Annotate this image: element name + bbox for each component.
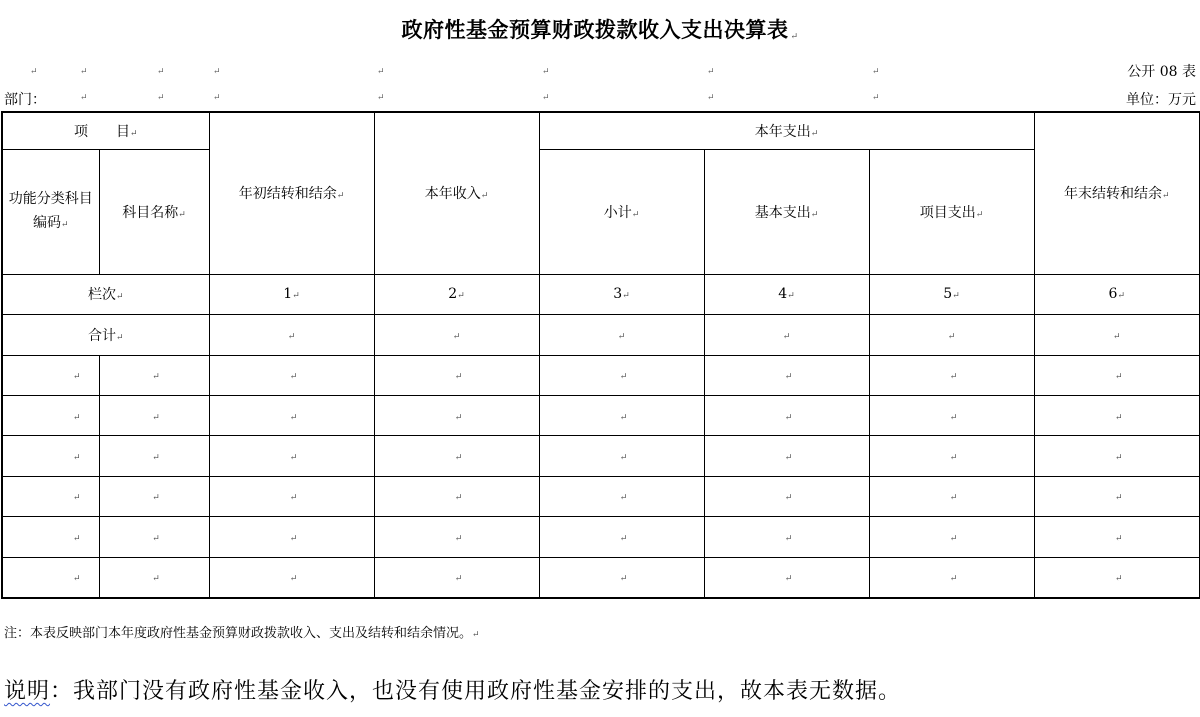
index-cell: 3↵ [539, 274, 704, 314]
paragraph-mark: ↵ [72, 453, 81, 464]
paragraph-mark: ↵ [872, 93, 880, 103]
explanation [4, 674, 901, 705]
table-cell [209, 517, 374, 557]
table-cell [869, 395, 1034, 435]
paragraph-mark: ↵ [289, 493, 298, 504]
header-subject-name: 科目名称↵ [99, 150, 209, 274]
paragraph-mark: ↵ [454, 574, 463, 585]
index-row [2, 274, 1200, 314]
paragraph-mark: ↵ [784, 453, 793, 464]
table-row [2, 436, 1200, 476]
total-cell: ↵ [869, 315, 1034, 355]
table-cell [869, 476, 1034, 516]
header-subtotal: 小计↵ [539, 150, 704, 274]
budget-table [1, 111, 1200, 599]
table-cell [869, 355, 1034, 395]
header-row-1 [2, 112, 1200, 150]
paragraph-mark: ↵ [619, 493, 628, 504]
header-basic-expense: 基本支出↵ [704, 150, 869, 274]
paragraph-mark: ↵ [289, 372, 298, 383]
paragraph-mark: ↵ [1114, 574, 1123, 585]
table-cell [704, 517, 869, 557]
table-cell [99, 557, 209, 598]
paragraph-mark: ↵ [157, 93, 165, 103]
paragraph-mark: ↵ [949, 574, 958, 585]
table-cell [209, 476, 374, 516]
paragraph-mark: ↵ [784, 412, 793, 423]
table-cell [539, 557, 704, 598]
paragraph-mark: ↵ [152, 372, 160, 383]
paragraph-mark: ↵ [454, 372, 463, 383]
total-cell: ↵ [704, 315, 869, 355]
table-cell [869, 517, 1034, 557]
table-cell [99, 355, 209, 395]
paragraph-mark: ↵ [454, 493, 463, 504]
paragraph-mark: ↵ [949, 493, 958, 504]
table-cell [2, 476, 99, 516]
table-cell [99, 517, 209, 557]
table-cell [1034, 476, 1200, 516]
paragraph-mark: ↵ [784, 533, 793, 544]
paragraph-mark: ↵ [784, 372, 793, 383]
unit-label: 单位：万元 [1126, 92, 1196, 108]
table-cell [374, 557, 539, 598]
table-cell [209, 395, 374, 435]
table-cell [99, 476, 209, 516]
paragraph-mark: ↵ [289, 412, 298, 423]
paragraph-mark: ↵ [152, 493, 160, 504]
title-text: 政府性基金预算财政拨款收入支出决算表 [401, 17, 789, 42]
paragraph-mark: ↵ [30, 67, 38, 77]
paragraph-mark: ↵ [949, 533, 958, 544]
paragraph-mark: ↵ [542, 67, 550, 77]
form-number: 公开 08 表 [1127, 64, 1196, 80]
paragraph-mark: ↵ [157, 67, 165, 77]
header-end-balance: 年末结转和结余↵ [1034, 112, 1200, 274]
table-row [2, 517, 1200, 557]
table-cell [2, 557, 99, 598]
paragraph-mark: ↵ [72, 493, 81, 504]
table-cell [374, 517, 539, 557]
table-cell [869, 557, 1034, 598]
index-cell: 5↵ [869, 274, 1034, 314]
header-project-expense: 项目支出↵ [869, 150, 1034, 274]
paragraph-mark: ↵ [454, 453, 463, 464]
paragraph-mark: ↵ [377, 67, 385, 77]
paragraph-mark: ↵ [1114, 453, 1123, 464]
paragraph-mark: ↵ [454, 533, 463, 544]
total-cell: ↵ [374, 315, 539, 355]
table-cell [539, 476, 704, 516]
paragraph-mark: ↵ [619, 412, 628, 423]
table-cell [1034, 517, 1200, 557]
header-row-2 [2, 150, 1200, 274]
table-cell [704, 355, 869, 395]
table-row [2, 557, 1200, 598]
total-label: 合计↵ [2, 315, 209, 355]
page-title [0, 14, 1200, 44]
table-cell [704, 476, 869, 516]
paragraph-mark: ↵ [289, 533, 298, 544]
paragraph-mark: ↵ [213, 67, 221, 77]
paragraph-mark: ↵ [152, 453, 160, 464]
paragraph-mark: ↵ [949, 412, 958, 423]
empty-rows [2, 355, 1200, 598]
table-cell [539, 436, 704, 476]
table-cell [209, 436, 374, 476]
index-cell: 2↵ [374, 274, 539, 314]
table-cell [2, 395, 99, 435]
paragraph-mark: ↵ [619, 574, 628, 585]
table-cell [539, 395, 704, 435]
table-note: 注：本表反映部门本年度政府性基金预算财政拨款收入、支出及结转和结余情况。↵ [4, 626, 480, 641]
paragraph-mark: ↵ [454, 412, 463, 423]
paragraph-mark: ↵ [619, 533, 628, 544]
table-cell [539, 517, 704, 557]
table-cell [374, 355, 539, 395]
table-cell [2, 517, 99, 557]
header-begin-balance: 年初结转和结余↵ [209, 112, 374, 274]
paragraph-mark: ↵ [213, 93, 221, 103]
table-cell [1034, 557, 1200, 598]
paragraph-mark: ↵ [80, 93, 88, 103]
table-cell [704, 557, 869, 598]
table-cell [209, 355, 374, 395]
header-func-code: 功能分类科目编码↵ [2, 150, 99, 274]
paragraph-mark: ↵ [1114, 412, 1123, 423]
explanation-prefix: 说明 [4, 679, 51, 704]
table-cell [2, 355, 99, 395]
paragraph-mark: ↵ [707, 67, 715, 77]
index-label: 栏次↵ [2, 274, 209, 314]
paragraph-mark: ↵ [542, 93, 550, 103]
paragraph-mark: ↵ [790, 32, 799, 42]
table-cell [704, 395, 869, 435]
paragraph-mark: ↵ [72, 533, 81, 544]
paragraph-mark: ↵ [152, 412, 160, 423]
table-cell [209, 557, 374, 598]
table-cell [2, 436, 99, 476]
paragraph-mark: ↵ [619, 372, 628, 383]
index-cell: 4↵ [704, 274, 869, 314]
explanation-text: ：我部门没有政府性基金收入，也没有使用政府性基金安排的支出，故本表无数据。 [50, 679, 902, 704]
paragraph-mark: ↵ [707, 93, 715, 103]
table-cell [704, 436, 869, 476]
paragraph-mark: ↵ [784, 493, 793, 504]
total-cell: ↵ [539, 315, 704, 355]
table-cell [99, 395, 209, 435]
department-label: 部门： [4, 92, 46, 108]
paragraph-mark: ↵ [1114, 533, 1123, 544]
paragraph-mark: ↵ [784, 574, 793, 585]
total-cell: ↵ [209, 315, 374, 355]
paragraph-mark: ↵ [72, 372, 81, 383]
table-cell [374, 395, 539, 435]
paragraph-mark: ↵ [1114, 493, 1123, 504]
header-item: 项 目↵ [2, 112, 209, 150]
table-cell [374, 476, 539, 516]
paragraph-mark: ↵ [152, 574, 160, 585]
table-cell [539, 355, 704, 395]
table-cell [869, 436, 1034, 476]
table-row [2, 476, 1200, 516]
paragraph-mark: ↵ [289, 574, 298, 585]
paragraph-mark: ↵ [152, 533, 160, 544]
paragraph-mark: ↵ [72, 574, 81, 585]
paragraph-mark: ↵ [949, 372, 958, 383]
total-row [2, 315, 1200, 355]
paragraph-mark: ↵ [80, 67, 88, 77]
paragraph-mark: ↵ [872, 67, 880, 77]
paragraph-mark: ↵ [377, 93, 385, 103]
index-cell: 1↵ [209, 274, 374, 314]
table-row [2, 395, 1200, 435]
paragraph-mark: ↵ [289, 453, 298, 464]
table-cell [99, 436, 209, 476]
paragraph-mark: ↵ [949, 453, 958, 464]
table-cell [374, 436, 539, 476]
index-cell: 6↵ [1034, 274, 1200, 314]
total-cell: ↵ [1034, 315, 1200, 355]
table-row [2, 355, 1200, 395]
table-cell [1034, 355, 1200, 395]
header-income: 本年收入↵ [374, 112, 539, 274]
table-cell [1034, 436, 1200, 476]
paragraph-mark: ↵ [72, 412, 81, 423]
paragraph-mark: ↵ [1114, 372, 1123, 383]
header-expense: 本年支出↵ [539, 112, 1034, 150]
format-marks-row [0, 64, 1200, 104]
table-cell [1034, 395, 1200, 435]
paragraph-mark: ↵ [619, 453, 628, 464]
